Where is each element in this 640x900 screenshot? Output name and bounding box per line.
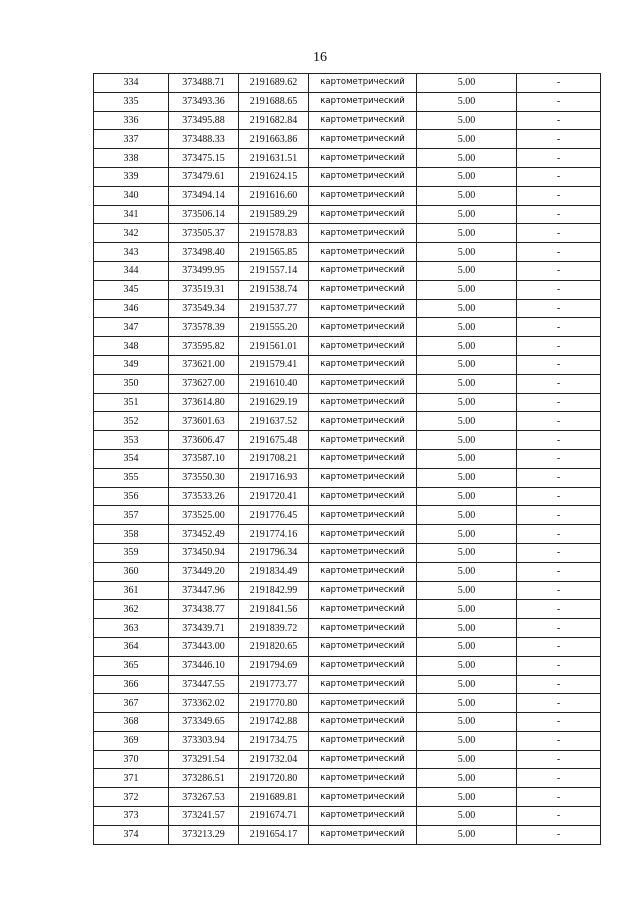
y-coordinate-cell: 2191688.65	[239, 92, 309, 111]
x-coordinate-cell: 373446.10	[169, 656, 239, 675]
y-coordinate-cell: 2191820.65	[239, 637, 309, 656]
accuracy-cell: 5.00	[417, 318, 517, 337]
y-coordinate-cell: 2191674.71	[239, 807, 309, 826]
description-cell: -	[517, 731, 601, 750]
y-coordinate-cell: 2191742.88	[239, 713, 309, 732]
y-coordinate-cell: 2191774.16	[239, 525, 309, 544]
table-row	[94, 807, 601, 826]
x-coordinate-cell: 373499.95	[169, 261, 239, 280]
method-cell: картометрический	[309, 468, 417, 487]
method-cell: картометрический	[309, 675, 417, 694]
accuracy-cell: 5.00	[417, 299, 517, 318]
point-number-cell: 362	[94, 600, 169, 619]
y-coordinate-cell: 2191589.29	[239, 205, 309, 224]
description-cell: -	[517, 224, 601, 243]
x-coordinate-cell: 373443.00	[169, 637, 239, 656]
y-coordinate-cell: 2191637.52	[239, 412, 309, 431]
x-coordinate-cell: 373495.88	[169, 111, 239, 130]
table-row	[94, 280, 601, 299]
accuracy-cell: 5.00	[417, 562, 517, 581]
description-cell: -	[517, 788, 601, 807]
method-cell: картометрический	[309, 619, 417, 638]
y-coordinate-cell: 2191675.48	[239, 431, 309, 450]
method-cell: картометрический	[309, 506, 417, 525]
method-cell: картометрический	[309, 205, 417, 224]
table-row	[94, 487, 601, 506]
point-number-cell: 361	[94, 581, 169, 600]
x-coordinate-cell: 373525.00	[169, 506, 239, 525]
y-coordinate-cell: 2191770.80	[239, 694, 309, 713]
accuracy-cell: 5.00	[417, 637, 517, 656]
description-cell: -	[517, 656, 601, 675]
method-cell: картометрический	[309, 825, 417, 844]
method-cell: картометрический	[309, 337, 417, 356]
method-cell: картометрический	[309, 111, 417, 130]
method-cell: картометрический	[309, 562, 417, 581]
table-row	[94, 337, 601, 356]
point-number-cell: 369	[94, 731, 169, 750]
accuracy-cell: 5.00	[417, 374, 517, 393]
description-cell: -	[517, 543, 601, 562]
accuracy-cell: 5.00	[417, 713, 517, 732]
accuracy-cell: 5.00	[417, 487, 517, 506]
y-coordinate-cell: 2191565.85	[239, 243, 309, 262]
description-cell: -	[517, 374, 601, 393]
x-coordinate-cell: 373452.49	[169, 525, 239, 544]
accuracy-cell: 5.00	[417, 261, 517, 280]
accuracy-cell: 5.00	[417, 825, 517, 844]
accuracy-cell: 5.00	[417, 167, 517, 186]
point-number-cell: 345	[94, 280, 169, 299]
description-cell: -	[517, 449, 601, 468]
accuracy-cell: 5.00	[417, 111, 517, 130]
x-coordinate-cell: 373291.54	[169, 750, 239, 769]
x-coordinate-cell: 373494.14	[169, 186, 239, 205]
coordinates-table	[93, 73, 601, 845]
table-row	[94, 92, 601, 111]
table-row	[94, 74, 601, 93]
description-cell: -	[517, 619, 601, 638]
y-coordinate-cell: 2191834.49	[239, 562, 309, 581]
description-cell: -	[517, 637, 601, 656]
x-coordinate-cell: 373479.61	[169, 167, 239, 186]
method-cell: картометрический	[309, 788, 417, 807]
table-row	[94, 713, 601, 732]
y-coordinate-cell: 2191839.72	[239, 619, 309, 638]
description-cell: -	[517, 581, 601, 600]
table-row	[94, 581, 601, 600]
description-cell: -	[517, 299, 601, 318]
page-number: 16	[313, 50, 327, 65]
description-cell: -	[517, 825, 601, 844]
table-row	[94, 449, 601, 468]
point-number-cell: 373	[94, 807, 169, 826]
y-coordinate-cell: 2191624.15	[239, 167, 309, 186]
y-coordinate-cell: 2191689.81	[239, 788, 309, 807]
y-coordinate-cell: 2191629.19	[239, 393, 309, 412]
description-cell: -	[517, 130, 601, 149]
x-coordinate-cell: 373606.47	[169, 431, 239, 450]
accuracy-cell: 5.00	[417, 468, 517, 487]
x-coordinate-cell: 373601.63	[169, 412, 239, 431]
method-cell: картометрический	[309, 149, 417, 168]
y-coordinate-cell: 2191616.60	[239, 186, 309, 205]
x-coordinate-cell: 373621.00	[169, 355, 239, 374]
table-row	[94, 769, 601, 788]
table-row	[94, 675, 601, 694]
table-row	[94, 149, 601, 168]
accuracy-cell: 5.00	[417, 449, 517, 468]
point-number-cell: 356	[94, 487, 169, 506]
point-number-cell: 337	[94, 130, 169, 149]
method-cell: картометрический	[309, 637, 417, 656]
accuracy-cell: 5.00	[417, 149, 517, 168]
point-number-cell: 359	[94, 543, 169, 562]
y-coordinate-cell: 2191537.77	[239, 299, 309, 318]
x-coordinate-cell: 373286.51	[169, 769, 239, 788]
point-number-cell: 335	[94, 92, 169, 111]
method-cell: картометрический	[309, 74, 417, 93]
method-cell: картометрический	[309, 713, 417, 732]
accuracy-cell: 5.00	[417, 393, 517, 412]
x-coordinate-cell: 373349.65	[169, 713, 239, 732]
method-cell: картометрический	[309, 600, 417, 619]
point-number-cell: 364	[94, 637, 169, 656]
x-coordinate-cell: 373578.39	[169, 318, 239, 337]
method-cell: картометрический	[309, 243, 417, 262]
y-coordinate-cell: 2191557.14	[239, 261, 309, 280]
y-coordinate-cell: 2191654.17	[239, 825, 309, 844]
method-cell: картометрический	[309, 130, 417, 149]
method-cell: картометрический	[309, 412, 417, 431]
y-coordinate-cell: 2191720.41	[239, 487, 309, 506]
table-row	[94, 543, 601, 562]
method-cell: картометрический	[309, 694, 417, 713]
method-cell: картометрический	[309, 656, 417, 675]
accuracy-cell: 5.00	[417, 205, 517, 224]
table-row	[94, 468, 601, 487]
method-cell: картометрический	[309, 261, 417, 280]
x-coordinate-cell: 373488.71	[169, 74, 239, 93]
description-cell: -	[517, 600, 601, 619]
table-row	[94, 299, 601, 318]
table-row	[94, 750, 601, 769]
point-number-cell: 338	[94, 149, 169, 168]
x-coordinate-cell: 373241.57	[169, 807, 239, 826]
accuracy-cell: 5.00	[417, 74, 517, 93]
description-cell: -	[517, 205, 601, 224]
description-cell: -	[517, 487, 601, 506]
point-number-cell: 350	[94, 374, 169, 393]
accuracy-cell: 5.00	[417, 355, 517, 374]
table-row	[94, 186, 601, 205]
accuracy-cell: 5.00	[417, 337, 517, 356]
point-number-cell: 368	[94, 713, 169, 732]
description-cell: -	[517, 318, 601, 337]
method-cell: картометрический	[309, 167, 417, 186]
accuracy-cell: 5.00	[417, 675, 517, 694]
point-number-cell: 349	[94, 355, 169, 374]
table-row	[94, 318, 601, 337]
table-row	[94, 637, 601, 656]
description-cell: -	[517, 713, 601, 732]
x-coordinate-cell: 373595.82	[169, 337, 239, 356]
x-coordinate-cell: 373450.94	[169, 543, 239, 562]
point-number-cell: 334	[94, 74, 169, 93]
point-number-cell: 352	[94, 412, 169, 431]
point-number-cell: 340	[94, 186, 169, 205]
method-cell: картометрический	[309, 92, 417, 111]
method-cell: картометрический	[309, 807, 417, 826]
description-cell: -	[517, 261, 601, 280]
x-coordinate-cell: 373627.00	[169, 374, 239, 393]
coordinates-table-body	[94, 74, 601, 845]
point-number-cell: 336	[94, 111, 169, 130]
x-coordinate-cell: 373533.26	[169, 487, 239, 506]
table-row	[94, 355, 601, 374]
method-cell: картометрический	[309, 750, 417, 769]
accuracy-cell: 5.00	[417, 750, 517, 769]
description-cell: -	[517, 355, 601, 374]
method-cell: картометрический	[309, 769, 417, 788]
table-row	[94, 656, 601, 675]
x-coordinate-cell: 373614.80	[169, 393, 239, 412]
x-coordinate-cell: 373493.36	[169, 92, 239, 111]
table-row	[94, 562, 601, 581]
description-cell: -	[517, 750, 601, 769]
x-coordinate-cell: 373447.55	[169, 675, 239, 694]
accuracy-cell: 5.00	[417, 280, 517, 299]
y-coordinate-cell: 2191561.01	[239, 337, 309, 356]
table-row	[94, 731, 601, 750]
y-coordinate-cell: 2191842.99	[239, 581, 309, 600]
y-coordinate-cell: 2191578.83	[239, 224, 309, 243]
table-row	[94, 506, 601, 525]
y-coordinate-cell: 2191841.56	[239, 600, 309, 619]
accuracy-cell: 5.00	[417, 506, 517, 525]
accuracy-cell: 5.00	[417, 186, 517, 205]
method-cell: картометрический	[309, 280, 417, 299]
method-cell: картометрический	[309, 543, 417, 562]
x-coordinate-cell: 373550.30	[169, 468, 239, 487]
point-number-cell: 363	[94, 619, 169, 638]
accuracy-cell: 5.00	[417, 431, 517, 450]
table-row	[94, 525, 601, 544]
x-coordinate-cell: 373438.77	[169, 600, 239, 619]
x-coordinate-cell: 373213.29	[169, 825, 239, 844]
description-cell: -	[517, 675, 601, 694]
description-cell: -	[517, 337, 601, 356]
accuracy-cell: 5.00	[417, 581, 517, 600]
y-coordinate-cell: 2191708.21	[239, 449, 309, 468]
x-coordinate-cell: 373488.33	[169, 130, 239, 149]
method-cell: картометрический	[309, 393, 417, 412]
point-number-cell: 365	[94, 656, 169, 675]
method-cell: картометрический	[309, 731, 417, 750]
description-cell: -	[517, 694, 601, 713]
table-row	[94, 412, 601, 431]
point-number-cell: 357	[94, 506, 169, 525]
point-number-cell: 351	[94, 393, 169, 412]
description-cell: -	[517, 431, 601, 450]
table-row	[94, 224, 601, 243]
y-coordinate-cell: 2191776.45	[239, 506, 309, 525]
accuracy-cell: 5.00	[417, 694, 517, 713]
table-row	[94, 374, 601, 393]
description-cell: -	[517, 412, 601, 431]
method-cell: картометрический	[309, 525, 417, 544]
table-row	[94, 694, 601, 713]
point-number-cell: 346	[94, 299, 169, 318]
table-row	[94, 393, 601, 412]
x-coordinate-cell: 373449.20	[169, 562, 239, 581]
y-coordinate-cell: 2191796.34	[239, 543, 309, 562]
point-number-cell: 354	[94, 449, 169, 468]
accuracy-cell: 5.00	[417, 92, 517, 111]
point-number-cell: 358	[94, 525, 169, 544]
description-cell: -	[517, 506, 601, 525]
description-cell: -	[517, 769, 601, 788]
method-cell: картометрический	[309, 431, 417, 450]
description-cell: -	[517, 468, 601, 487]
description-cell: -	[517, 74, 601, 93]
point-number-cell: 370	[94, 750, 169, 769]
x-coordinate-cell: 373505.37	[169, 224, 239, 243]
accuracy-cell: 5.00	[417, 130, 517, 149]
x-coordinate-cell: 373498.40	[169, 243, 239, 262]
accuracy-cell: 5.00	[417, 224, 517, 243]
table-row	[94, 243, 601, 262]
table-row	[94, 167, 601, 186]
y-coordinate-cell: 2191734.75	[239, 731, 309, 750]
point-number-cell: 372	[94, 788, 169, 807]
x-coordinate-cell: 373549.34	[169, 299, 239, 318]
point-number-cell: 347	[94, 318, 169, 337]
accuracy-cell: 5.00	[417, 619, 517, 638]
x-coordinate-cell: 373506.14	[169, 205, 239, 224]
method-cell: картометрический	[309, 487, 417, 506]
point-number-cell: 360	[94, 562, 169, 581]
table-row	[94, 600, 601, 619]
point-number-cell: 344	[94, 261, 169, 280]
description-cell: -	[517, 243, 601, 262]
point-number-cell: 339	[94, 167, 169, 186]
y-coordinate-cell: 2191682.84	[239, 111, 309, 130]
accuracy-cell: 5.00	[417, 807, 517, 826]
table-row	[94, 825, 601, 844]
method-cell: картометрический	[309, 299, 417, 318]
description-cell: -	[517, 280, 601, 299]
x-coordinate-cell: 373587.10	[169, 449, 239, 468]
point-number-cell: 341	[94, 205, 169, 224]
description-cell: -	[517, 186, 601, 205]
y-coordinate-cell: 2191610.40	[239, 374, 309, 393]
point-number-cell: 353	[94, 431, 169, 450]
table-row	[94, 619, 601, 638]
y-coordinate-cell: 2191773.77	[239, 675, 309, 694]
table-row	[94, 261, 601, 280]
x-coordinate-cell: 373362.02	[169, 694, 239, 713]
y-coordinate-cell: 2191689.62	[239, 74, 309, 93]
method-cell: картометрический	[309, 581, 417, 600]
point-number-cell: 343	[94, 243, 169, 262]
table-row	[94, 788, 601, 807]
description-cell: -	[517, 393, 601, 412]
y-coordinate-cell: 2191720.80	[239, 769, 309, 788]
accuracy-cell: 5.00	[417, 656, 517, 675]
x-coordinate-cell: 373519.31	[169, 280, 239, 299]
accuracy-cell: 5.00	[417, 412, 517, 431]
accuracy-cell: 5.00	[417, 543, 517, 562]
point-number-cell: 355	[94, 468, 169, 487]
accuracy-cell: 5.00	[417, 731, 517, 750]
description-cell: -	[517, 167, 601, 186]
point-number-cell: 371	[94, 769, 169, 788]
table-row	[94, 205, 601, 224]
accuracy-cell: 5.00	[417, 243, 517, 262]
accuracy-cell: 5.00	[417, 769, 517, 788]
method-cell: картометрический	[309, 186, 417, 205]
y-coordinate-cell: 2191794.69	[239, 656, 309, 675]
table-row	[94, 111, 601, 130]
x-coordinate-cell: 373439.71	[169, 619, 239, 638]
method-cell: картометрический	[309, 224, 417, 243]
x-coordinate-cell: 373447.96	[169, 581, 239, 600]
method-cell: картометрический	[309, 449, 417, 468]
method-cell: картометрический	[309, 355, 417, 374]
x-coordinate-cell: 373267.53	[169, 788, 239, 807]
description-cell: -	[517, 92, 601, 111]
y-coordinate-cell: 2191538.74	[239, 280, 309, 299]
y-coordinate-cell: 2191663.86	[239, 130, 309, 149]
description-cell: -	[517, 525, 601, 544]
description-cell: -	[517, 111, 601, 130]
method-cell: картометрический	[309, 318, 417, 337]
y-coordinate-cell: 2191716.93	[239, 468, 309, 487]
point-number-cell: 367	[94, 694, 169, 713]
method-cell: картометрический	[309, 374, 417, 393]
y-coordinate-cell: 2191555.20	[239, 318, 309, 337]
point-number-cell: 366	[94, 675, 169, 694]
description-cell: -	[517, 149, 601, 168]
y-coordinate-cell: 2191579.41	[239, 355, 309, 374]
x-coordinate-cell: 373475.15	[169, 149, 239, 168]
table-row	[94, 130, 601, 149]
point-number-cell: 342	[94, 224, 169, 243]
accuracy-cell: 5.00	[417, 525, 517, 544]
description-cell: -	[517, 807, 601, 826]
description-cell: -	[517, 562, 601, 581]
y-coordinate-cell: 2191732.04	[239, 750, 309, 769]
x-coordinate-cell: 373303.94	[169, 731, 239, 750]
table-row	[94, 431, 601, 450]
accuracy-cell: 5.00	[417, 788, 517, 807]
accuracy-cell: 5.00	[417, 600, 517, 619]
point-number-cell: 374	[94, 825, 169, 844]
point-number-cell: 348	[94, 337, 169, 356]
y-coordinate-cell: 2191631.51	[239, 149, 309, 168]
